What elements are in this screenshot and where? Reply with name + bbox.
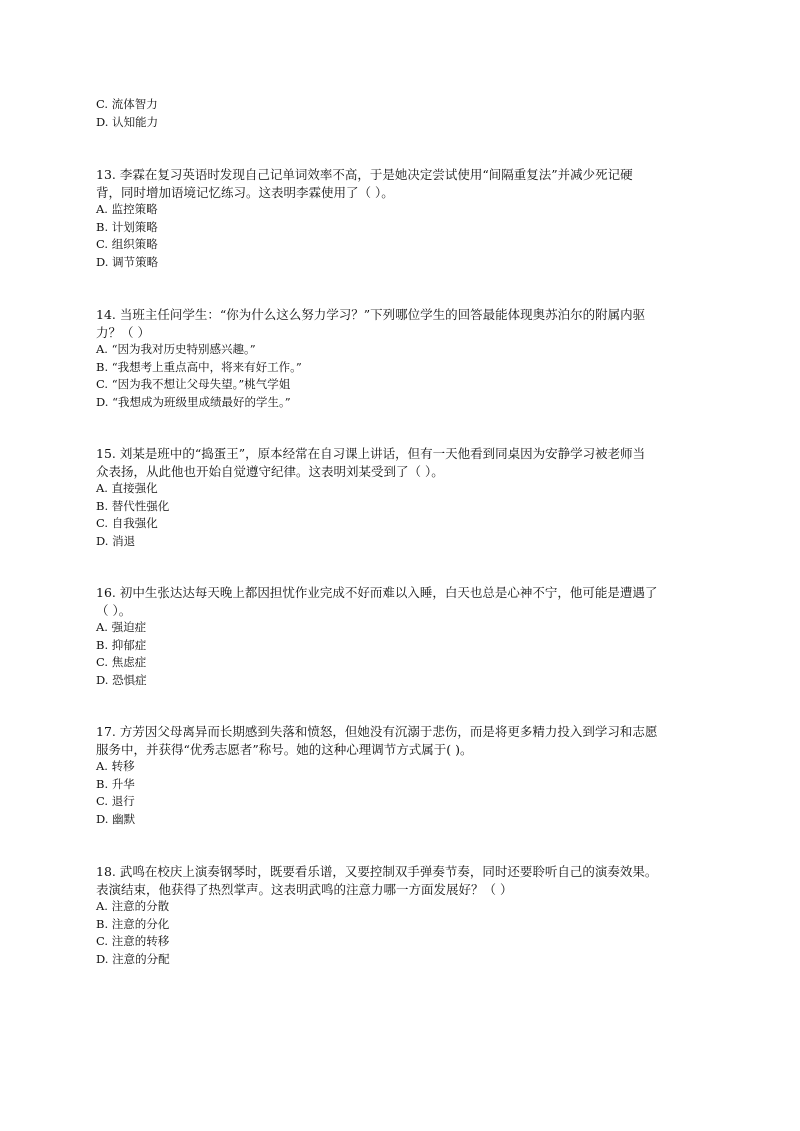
- option-b: B. 计划策略: [96, 219, 158, 234]
- question-stem-line: 背，同时增加语境记忆练习。这表明李霖使用了（ ）。: [96, 184, 394, 200]
- option-a: A. 转移: [96, 759, 135, 773]
- question-stem-line: 13. 李霖在复习英语时发现自己记单词效率不高，于是她决定尝试使用“间隔重复法”并减少死记硬: [96, 167, 633, 182]
- option-d: D. 调节策略: [96, 254, 159, 269]
- option-a: A. 强迫症: [96, 620, 147, 634]
- question-stem-line: 15. 刘某是班中的“捣蛋王”，原本经常在自习课上讲话，但有一天他看到同桌因为安静学习被老师当: [96, 446, 646, 461]
- question-stem-line: （ ）。: [96, 602, 132, 618]
- option-d: D. 恐惧症: [96, 672, 147, 687]
- option-a: A. 注意的分散: [96, 899, 170, 913]
- question-18: [96, 863, 706, 968]
- option-c: C. 自我强化: [96, 516, 158, 530]
- option-c: C. 退行: [96, 794, 135, 808]
- option-b: B. 升华: [96, 776, 135, 791]
- option-d: D. 幽默: [96, 811, 136, 826]
- question-stem-line: 14. 当班主任问学生：“你为什么这么努力学习？”下列哪位学生的回答最能体现奥苏泊尔的附属内驱: [96, 307, 646, 322]
- question-stem-line: 服务中，并获得“优秀志愿者”称号。她的这种心理调节方式属于( )。: [96, 741, 473, 757]
- option-d: D. 消退: [96, 533, 136, 548]
- question-stem-line: 众表扬，从此他也开始自觉遵守纪律。这表明刘某受到了（ ）。: [96, 463, 444, 479]
- option-a: A. 直接强化: [96, 481, 158, 495]
- question-15: [96, 445, 706, 550]
- question-stem-line: 力？（ ）: [96, 324, 150, 340]
- option-c: C. 流体智力: [96, 97, 158, 111]
- option-d: D. 认知能力: [96, 114, 159, 129]
- option-b: B. “我想考上重点高中，将来有好工作。”: [96, 359, 302, 374]
- option-d: D. “我想成为班级里成绩最好的学生。”: [96, 394, 291, 409]
- previous-question-continuation: [96, 96, 706, 131]
- option-a: A. 监控策略: [96, 202, 158, 216]
- option-c: C. 组织策略: [96, 237, 158, 251]
- question-17: [96, 723, 706, 828]
- question-stem-line: 表演结束，他获得了热烈掌声。这表明武鸣的注意力哪一方面发展好？（ ）: [96, 881, 513, 897]
- question-13: [96, 166, 706, 271]
- option-b: B. 注意的分化: [96, 916, 170, 931]
- option-b: B. 替代性强化: [96, 498, 170, 513]
- question-14: [96, 306, 706, 411]
- question-stem-line: 16. 初中生张达达每天晚上都因担忧作业完成不好而难以入睡，白天也总是心神不宁，他可能是遭遇了: [96, 585, 658, 600]
- option-a: A. “因为我对历史特别感兴趣。”: [96, 342, 256, 356]
- option-c: C. 焦虑症: [96, 655, 147, 669]
- option-c: C. 注意的转移: [96, 934, 170, 948]
- option-c: C. “因为我不想让父母失望。”桃气学姐: [96, 377, 291, 391]
- question-stem-line: 17. 方芳因父母离异而长期感到失落和愤怒，但她没有沉溺于悲伤，而是将更多精力投入到学习和志愿: [96, 724, 658, 739]
- question-16: [96, 584, 706, 689]
- option-b: B. 抑郁症: [96, 637, 147, 652]
- option-d: D. 注意的分配: [96, 951, 170, 966]
- question-stem-line: 18. 武鸣在校庆上演奏钢琴时，既要看乐谱，又要控制双手弹奏节奏，同时还要聆听自己的演奏效果。: [96, 864, 658, 879]
